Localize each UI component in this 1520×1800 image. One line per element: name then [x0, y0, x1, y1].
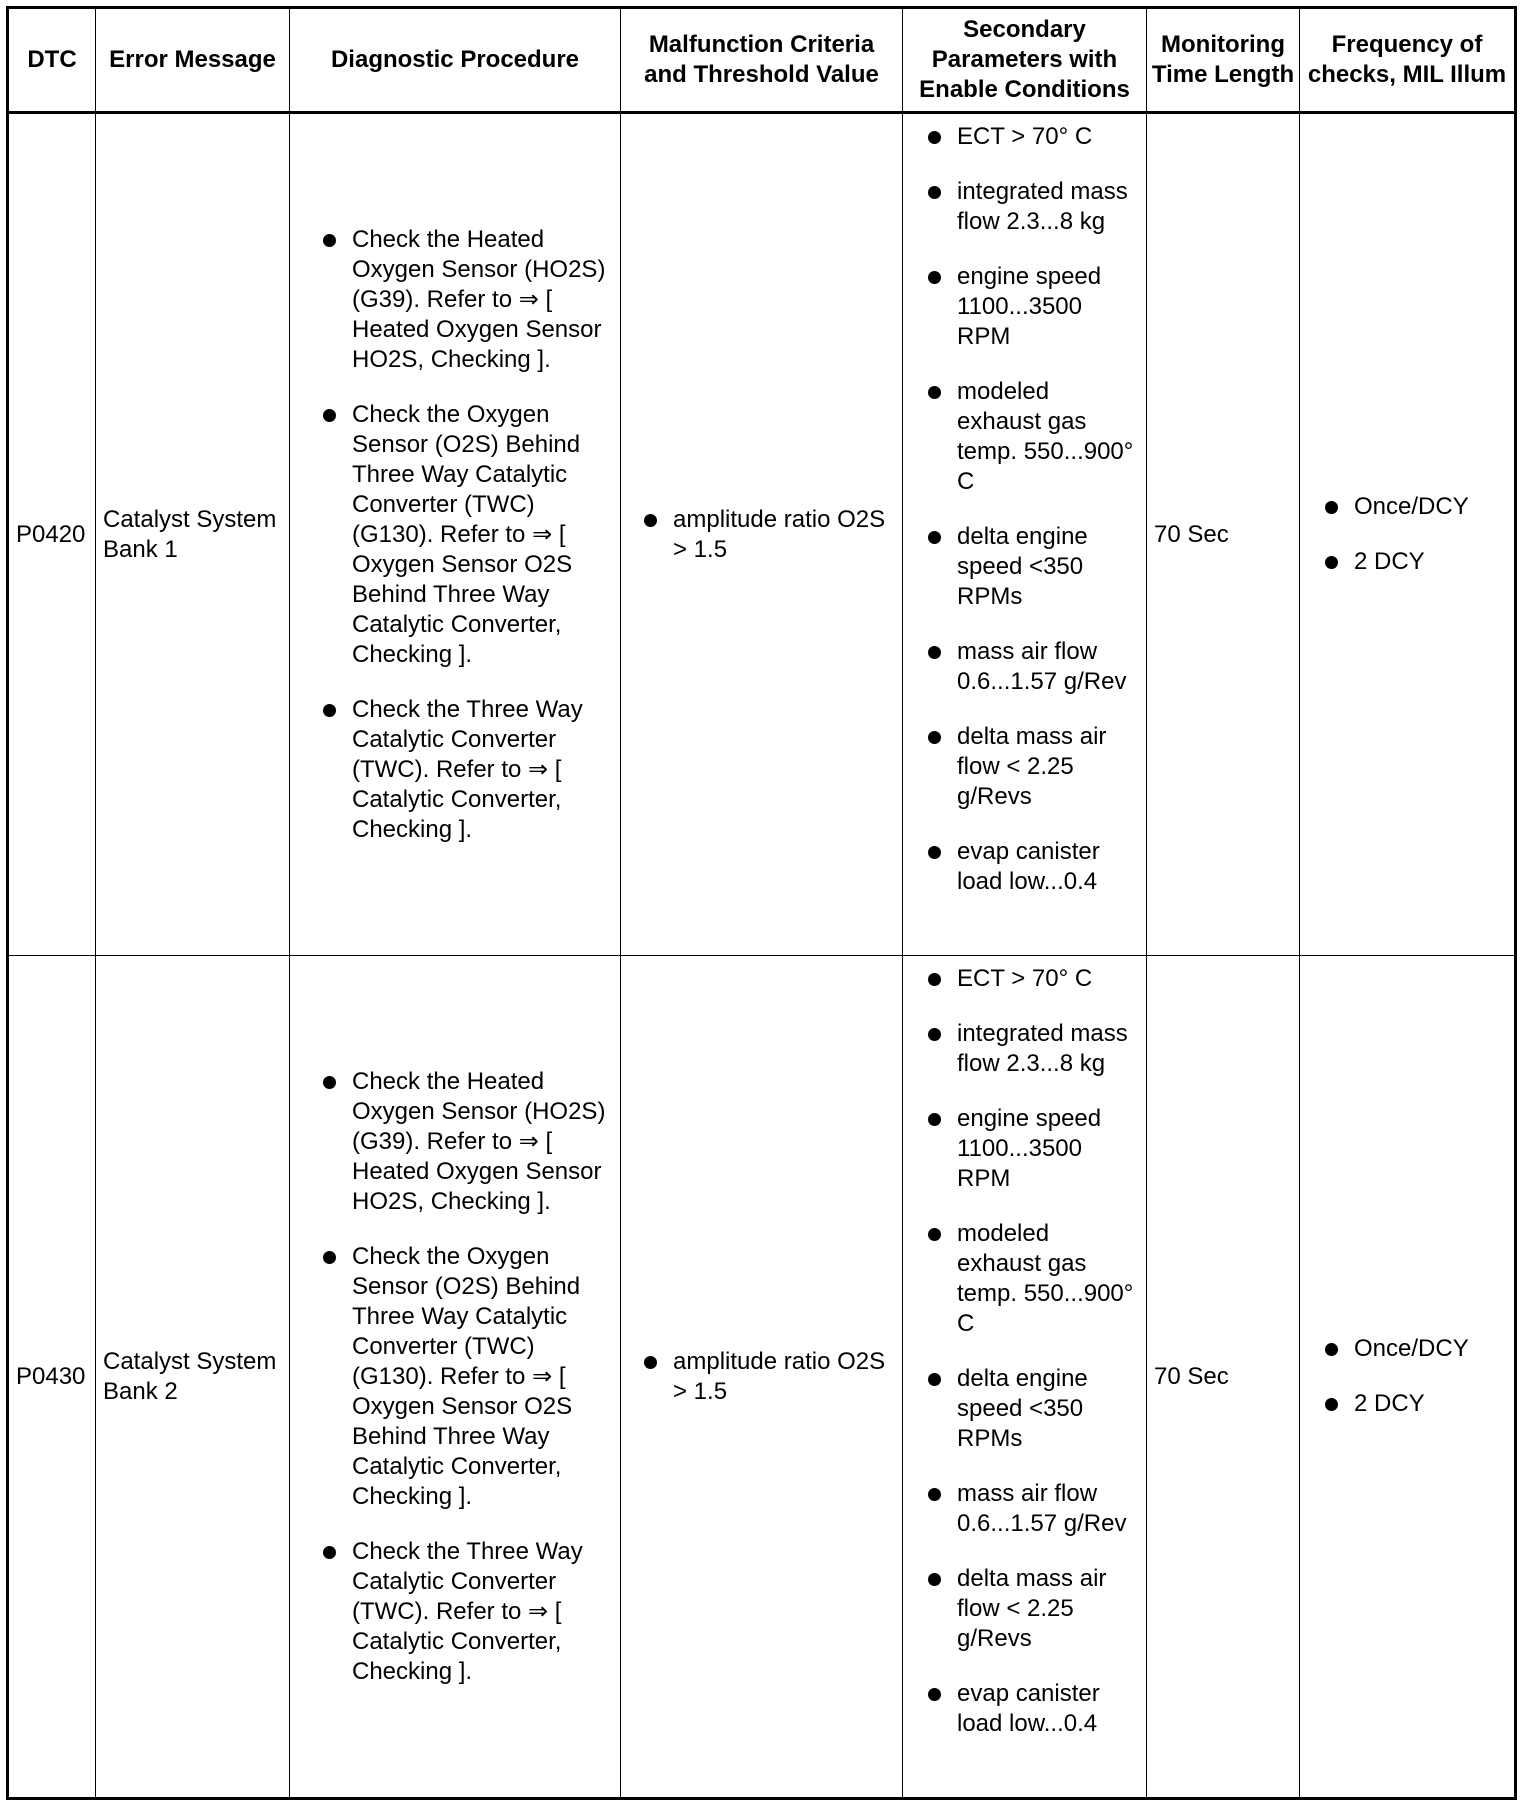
monitoring-time: 70 Sec [1147, 113, 1300, 956]
header-row [8, 8, 1516, 113]
secondary-item: modeled exhaust gas temp. 550...900° C [917, 1219, 1138, 1339]
monitoring-time: 70 Sec [1147, 956, 1300, 1799]
header-diagnostic-procedure: Diagnostic Procedure [290, 8, 621, 113]
diagnostic-procedure [290, 956, 621, 1799]
procedure-list [290, 1067, 620, 1687]
secondary-list [903, 114, 1146, 897]
procedure-item: Check the Oxygen Sensor (O2S) Behind Three Way Catalytic Converter (TWC) (G130). Refer to ⇒ [ Oxygen Sensor O2S Behind Three Way Catalytic Converter, Checking ]. [312, 400, 610, 670]
header-dtc: DTC [8, 8, 96, 113]
secondary-list [903, 956, 1146, 1739]
secondary-item: ECT > 70° C [917, 122, 1138, 152]
frequency [1300, 113, 1516, 956]
header-secondary-parameters: Secondary Parameters with Enable Conditions [903, 8, 1147, 113]
header-malfunction-criteria: Malfunction Criteria and Threshold Value [621, 8, 903, 113]
secondary-item: delta engine speed <350 RPMs [917, 1364, 1138, 1454]
secondary-item: integrated mass flow 2.3...8 kg [917, 1019, 1138, 1079]
secondary-parameters [903, 956, 1147, 1799]
criteria-list [621, 505, 902, 565]
table-row [8, 956, 1516, 1799]
procedure-item: Check the Heated Oxygen Sensor (HO2S) (G39). Refer to ⇒ [ Heated Oxygen Sensor HO2S, Checking ]. [312, 225, 610, 375]
table-body [8, 113, 1516, 1799]
secondary-item: delta mass air flow < 2.25 g/Revs [917, 722, 1138, 812]
header-monitoring-time: Monitoring Time Length [1147, 8, 1300, 113]
criteria-item: amplitude ratio O2S > 1.5 [633, 1347, 896, 1407]
frequency-item: Once/DCY [1314, 492, 1508, 522]
table-header [8, 8, 1516, 113]
frequency-item: Once/DCY [1314, 1334, 1508, 1364]
secondary-item: evap canister load low...0.4 [917, 1679, 1138, 1739]
frequency [1300, 956, 1516, 1799]
dtc-document [6, 6, 1514, 1794]
header-frequency: Frequency of checks, MIL Illum [1300, 8, 1516, 113]
secondary-parameters [903, 113, 1147, 956]
dtc-code: P0430 [8, 956, 96, 1799]
frequency-list [1300, 492, 1514, 577]
secondary-item: mass air flow 0.6...1.57 g/Rev [917, 1479, 1138, 1539]
secondary-item: delta mass air flow < 2.25 g/Revs [917, 1564, 1138, 1654]
criteria-list [621, 1347, 902, 1407]
secondary-item: engine speed 1100...3500 RPM [917, 262, 1138, 352]
table-row [8, 113, 1516, 956]
secondary-item: delta engine speed <350 RPMs [917, 522, 1138, 612]
frequency-item: 2 DCY [1314, 1389, 1508, 1419]
header-error-message: Error Message [96, 8, 290, 113]
diagnostic-procedure [290, 113, 621, 956]
secondary-item: ECT > 70° C [917, 964, 1138, 994]
malfunction-criteria [621, 956, 903, 1799]
frequency-item: 2 DCY [1314, 547, 1508, 577]
secondary-item: engine speed 1100...3500 RPM [917, 1104, 1138, 1194]
procedure-list [290, 225, 620, 845]
error-message: Catalyst System Bank 2 [96, 956, 290, 1799]
procedure-item: Check the Three Way Catalytic Converter (TWC). Refer to ⇒ [ Catalytic Converter, Checking ]. [312, 695, 610, 845]
dtc-table [6, 6, 1517, 1800]
dtc-code: P0420 [8, 113, 96, 956]
procedure-item: Check the Three Way Catalytic Converter (TWC). Refer to ⇒ [ Catalytic Converter, Checking ]. [312, 1537, 610, 1687]
procedure-item: Check the Oxygen Sensor (O2S) Behind Three Way Catalytic Converter (TWC) (G130). Refer to ⇒ [ Oxygen Sensor O2S Behind Three Way Catalytic Converter, Checking ]. [312, 1242, 610, 1512]
secondary-item: evap canister load low...0.4 [917, 837, 1138, 897]
secondary-item: modeled exhaust gas temp. 550...900° C [917, 377, 1138, 497]
malfunction-criteria [621, 113, 903, 956]
procedure-item: Check the Heated Oxygen Sensor (HO2S) (G39). Refer to ⇒ [ Heated Oxygen Sensor HO2S, Checking ]. [312, 1067, 610, 1217]
secondary-item: integrated mass flow 2.3...8 kg [917, 177, 1138, 237]
secondary-item: mass air flow 0.6...1.57 g/Rev [917, 637, 1138, 697]
error-message: Catalyst System Bank 1 [96, 113, 290, 956]
frequency-list [1300, 1334, 1514, 1419]
criteria-item: amplitude ratio O2S > 1.5 [633, 505, 896, 565]
